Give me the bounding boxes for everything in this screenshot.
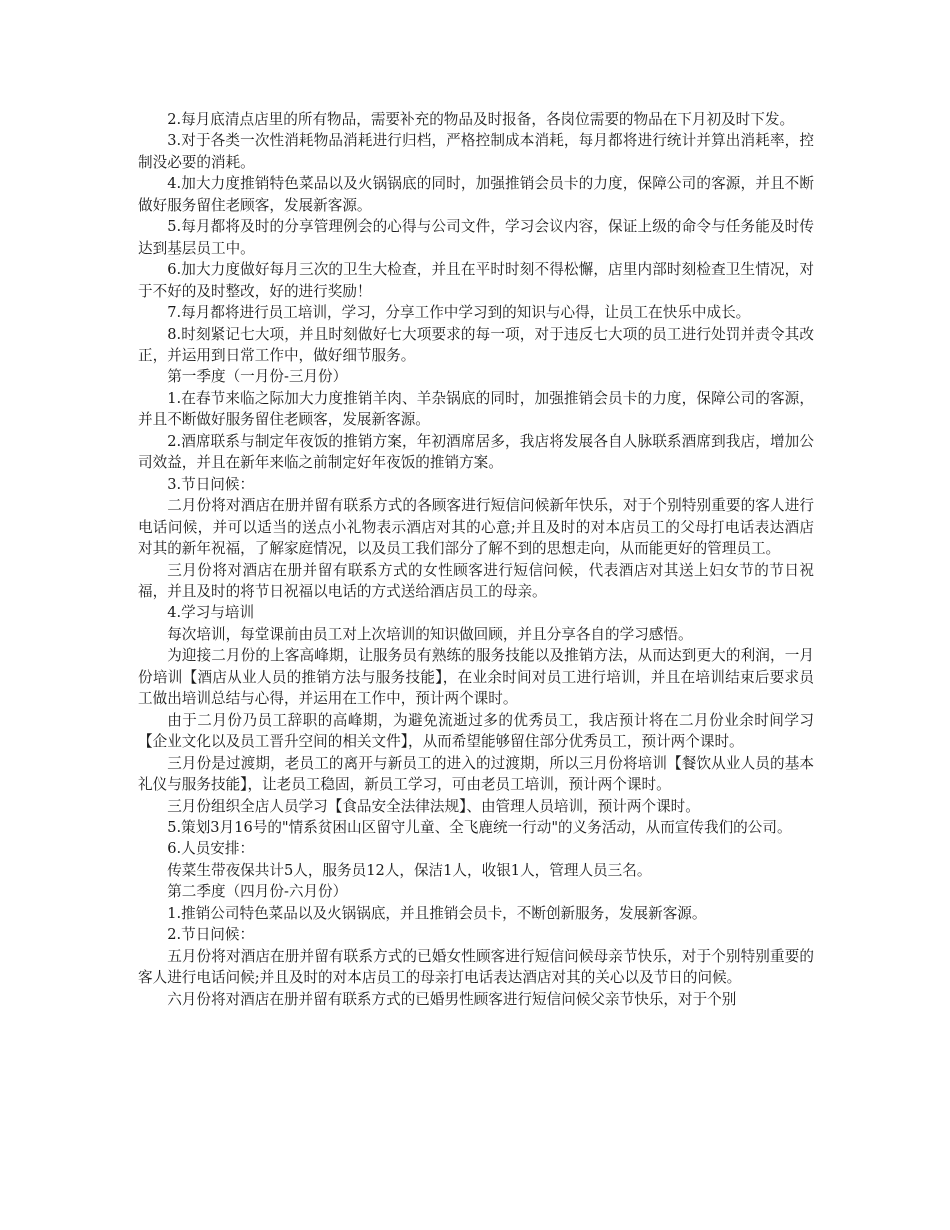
paragraph: 2.酒席联系与制定年夜饭的推销方案，年初酒席居多，我店将发展各自人脉联系酒席到我店，增加公司效益，并且在新年来临之前制定好年夜饭的推销方案。 <box>138 432 814 472</box>
paragraph: 1.推销公司特色菜品以及火锅锅底，并且推销会员卡，不断创新服务，发展新客源。 <box>167 904 707 922</box>
paragraph: 3.节日问候： <box>167 475 255 493</box>
paragraph: 2.节日问候： <box>167 926 255 944</box>
paragraph: 二月份将对酒店在册并留有联系方式的各顾客进行短信问候新年快乐，对于个别特别重要的客人进行电话问候，并可以适当的送点小礼物表示酒店对其的心意;并且及时的对本店员工的父母打电话表达酒店对其的新年祝福，了解家庭情况，以及员工我们部分了解不到的思想走向，从而能更好的管理员工。 <box>138 497 814 558</box>
paragraph: 由于二月份乃员工辞职的高峰期，为避免流逝过多的优秀员工，我店预计将在二月份业余时间学习【企业文化以及员工晋升空间的相关文件】，从而希望能够留住部分优秀员工，预计两个课时。 <box>138 711 814 751</box>
paragraph: 3.对于各类一次性消耗物品消耗进行归档，严格控制成本消耗，每月都将进行统计并算出消耗率，控制没必要的消耗。 <box>138 132 814 171</box>
paragraph: 六月份将对酒店在册并留有联系方式的已婚男性顾客进行短信问候父亲节快乐，对于个别 <box>167 990 737 1008</box>
paragraph: 7.每月都将进行员工培训，学习，分享工作中学习到的知识与心得，让员工在快乐中成长。 <box>167 304 751 322</box>
paragraph: 三月份是过渡期，老员工的离开与新员工的进入的过渡期，所以三月份将培训【餐饮从业人员的基本礼仪与服务技能】，让老员工稳固，新员工学习，可由老员工培训，预计两个课时。 <box>138 754 814 794</box>
section-heading: 第一季度（一月份-三月份） <box>167 368 348 386</box>
paragraph: 1.在春节来临之际加大力度推销羊肉、羊杂锅底的同时，加强推销会员卡的力度，保障公司的客源，并且不断做好服务留住老顾客，发展新客源。 <box>138 389 814 429</box>
paragraph: 每次培训，每堂课前由员工对上次培训的知识做回顾，并且分享各自的学习感悟。 <box>167 625 693 643</box>
paragraph: 5.策划3月16号的"情系贫困山区留守儿童、全飞鹿统一行动"的义务活动，从而宣传我们的公司。 <box>167 818 792 836</box>
paragraph: 4.加大力度推销特色菜品以及火锅锅底的同时，加强推销会员卡的力度，保障公司的客源，并且不断做好服务留住老顾客，发展新客源。 <box>138 175 814 214</box>
document-body <box>138 109 814 1010</box>
paragraph: 6.人员安排： <box>167 840 255 858</box>
paragraph: 三月份将对酒店在册并留有联系方式的女性顾客进行短信问候，代表酒店对其送上妇女节的节日祝福，并且及时的将节日祝福以电话的方式送给酒店员工的母亲。 <box>138 561 814 600</box>
paragraph: 为迎接二月份的上客高峰期，让服务员有熟练的服务技能以及推销方法，从而达到更大的利润，一月份培训【酒店从业人员的推销方法与服务技能】，在业余时间对员工进行培训，并且在培训结束后要求员工做出培训总结与心得，并运用在工作中，预计两个课时。 <box>138 647 814 708</box>
paragraph: 三月份组织全店人员学习【食品安全法律法规】、由管理人员培训，预计两个课时。 <box>167 797 700 815</box>
paragraph: 5.每月都将及时的分享管理例会的心得与公司文件，学习会议内容，保证上级的命令与任务能及时传达到基层员工中。 <box>138 218 814 257</box>
paragraph: 五月份将对酒店在册并留有联系方式的已婚女性顾客进行短信问候母亲节快乐，对于个别特别重要的客人进行电话问候;并且及时的对本店员工的母亲打电话表达酒店对其的关心以及节日的问候。 <box>138 947 814 987</box>
paragraph: 8.时刻紧记七大项，并且时刻做好七大项要求的每一项，对于违反七大项的员工进行处罚并责令其改正，并运用到日常工作中，做好细节服务。 <box>138 325 814 364</box>
paragraph: 6.加大力度做好每月三次的卫生大检查，并且在平时时刻不得松懈，店里内部时刻检查卫生情况，对于不好的及时整改，好的进行奖励！ <box>138 261 814 300</box>
paragraph: 2.每月底清点店里的所有物品，需要补充的物品及时报备，各岗位需要的物品在下月初及时下发。 <box>167 111 795 128</box>
paragraph: 传菜生带夜保共计5人，服务员12人，保洁1人，收银1人，管理人员三名。 <box>167 861 652 879</box>
section-heading: 第二季度（四月份-六月份） <box>167 883 348 901</box>
paragraph: 4.学习与培训 <box>167 604 255 622</box>
